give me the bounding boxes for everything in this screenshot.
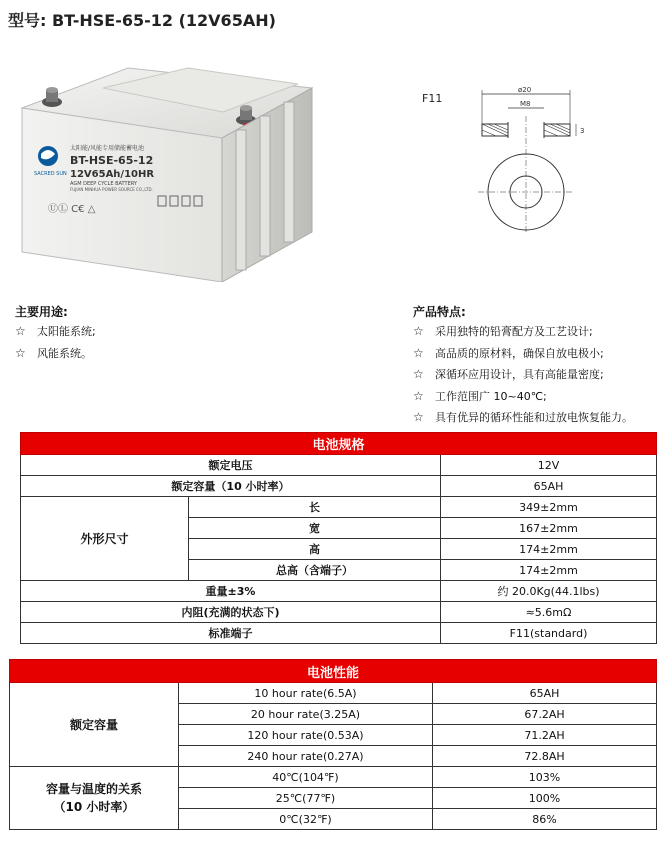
svg-text:FUJIAN MINHUA POWER SOURCE CO.: FUJIAN MINHUA POWER SOURCE CO.,LTD. [70,187,153,192]
table-row [21,581,657,602]
height-value: 174±2mm [441,539,657,560]
list-item: ☆ 风能系统。 [15,343,96,365]
list-item: ☆ 具有优异的循环性能和过放电恢复能力。 [413,407,633,429]
spec-header: 电池规格 [21,433,657,455]
list-item: ☆ 高品质的原材料，确保自放电极小; [413,343,633,365]
rated-voltage-value: 12V [441,455,657,476]
star-icon: ☆ [15,324,26,338]
temp-cell: 0℃(32℉) [179,809,433,830]
temp-label-line1: 容量与温度的关系 [45,782,142,796]
svg-text:SACRED SUN: SACRED SUN [34,171,67,177]
features-list [413,321,633,429]
table-row [10,767,657,788]
temp-label [10,767,179,830]
list-item: ☆ 工作范围广 10~40℃; [413,386,633,408]
rate-cell: 240 hour rate(0.27A) [179,746,433,767]
rate-cell: 10 hour rate(6.5A) [179,683,433,704]
length-label: 长 [189,497,441,518]
list-item: ☆ 太阳能系统; [15,321,96,343]
total-height-label: 总高（含端子） [189,560,441,581]
page-title: 型号: BT-HSE-65-12 (12V65AH) [8,11,276,30]
temp-cell: 25℃(77℉) [179,788,433,809]
dims-label: 外形尺寸 [21,497,189,581]
rate-value: 72.8AH [433,746,657,767]
temp-value: 86% [433,809,657,830]
width-value: 167±2mm [441,518,657,539]
rated-capacity-label: 额定容量（10 小时率） [21,476,441,497]
svg-text:M8: M8 [520,100,531,108]
width-label: 宽 [189,518,441,539]
star-icon: ☆ [413,345,424,360]
spec-table [20,432,657,644]
svg-text:ⓊⓁ C€ △: ⓊⓁ C€ △ [48,204,96,215]
perf-table [9,659,657,830]
rate-value: 67.2AH [433,704,657,725]
total-height-value: 174±2mm [441,560,657,581]
rate-value: 71.2AH [433,725,657,746]
svg-text:12V65Ah/10HR: 12V65Ah/10HR [70,169,155,180]
battery-photo [8,50,326,282]
svg-text:F11: F11 [422,92,443,105]
height-label: 高 [189,539,441,560]
terminal-label: 标准端子 [21,623,441,644]
svg-text:太阳能/风能专用储能蓄电池: 太阳能/风能专用储能蓄电池 [70,145,145,152]
table-row [21,433,657,455]
rated-capacity-value: 65AH [441,476,657,497]
temp-cell: 40℃(104℉) [179,767,433,788]
resistance-value: ≈5.6mΩ [441,602,657,623]
rate-cell: 20 hour rate(3.25A) [179,704,433,725]
capacity-label: 额定容量 [10,683,179,767]
svg-text:3: 3 [580,127,585,135]
table-row [10,683,657,704]
star-icon: ☆ [413,388,424,403]
usage-list [15,321,96,364]
star-icon: ☆ [413,410,424,424]
svg-text:BT-HSE-65-12: BT-HSE-65-12 [70,154,154,167]
temp-label-line2: （10 小时率） [53,800,135,814]
svg-text:ø20: ø20 [518,86,532,94]
weight-value: 约 20.0Kg(44.1lbs) [441,581,657,602]
table-row [21,623,657,644]
table-row [10,660,657,683]
usage-heading: 主要用途: [15,305,68,319]
list-item: ☆ 采用独特的铅膏配方及工艺设计; [413,321,633,343]
temp-value: 103% [433,767,657,788]
svg-text:AGM DEEP CYCLE BATTERY: AGM DEEP CYCLE BATTERY [70,181,137,187]
rate-cell: 120 hour rate(0.53A) [179,725,433,746]
weight-label: 重量±3% [21,581,441,602]
star-icon: ☆ [413,324,424,338]
star-icon: ☆ [15,345,26,360]
table-row [21,455,657,476]
star-icon: ☆ [413,367,424,381]
rated-voltage-label: 额定电压 [21,455,441,476]
temp-value: 100% [433,788,657,809]
resistance-label: 内阻(充满的状态下) [21,602,441,623]
table-row [21,602,657,623]
table-row [21,497,657,518]
rate-value: 65AH [433,683,657,704]
list-item: ☆ 深循环应用设计，具有高能量密度; [413,364,633,386]
features-heading: 产品特点: [413,305,466,319]
terminal-drawing [420,82,595,232]
table-row [21,476,657,497]
perf-header: 电池性能 [10,660,657,683]
length-value: 349±2mm [441,497,657,518]
terminal-value: F11(standard) [441,623,657,644]
